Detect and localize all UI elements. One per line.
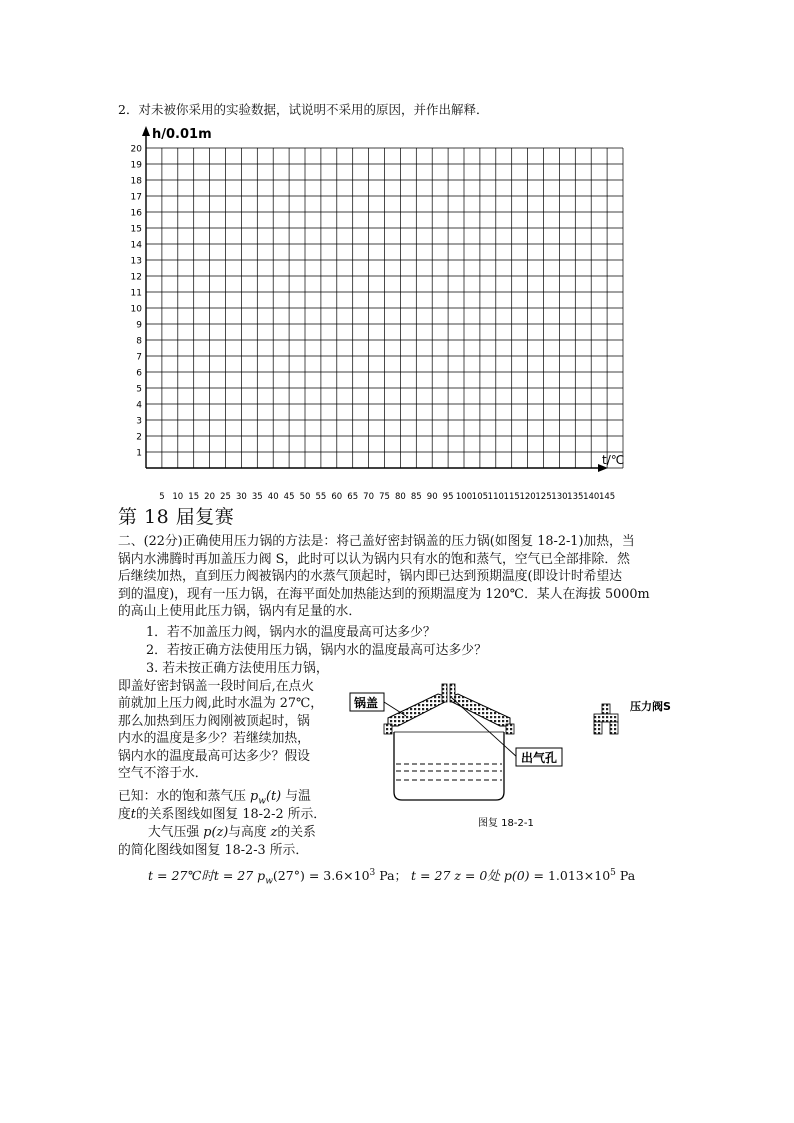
problem-line: 二、(22分)正确使用压力锅的方法是：将己盖好密封锅盖的压力锅(如图复 18-2-1)加热，当 xyxy=(118,534,635,549)
q3-line: 前就加上压力阀,此时水温为 27℃， xyxy=(118,696,324,711)
y-tick-label: 6 xyxy=(136,368,142,379)
x-tick-label: 115 xyxy=(503,492,520,502)
figure-caption: 图复 18-2-1 xyxy=(478,818,534,829)
symbol-p: p xyxy=(250,789,259,804)
known-text: 与高度 xyxy=(228,825,267,840)
x-tick-label: 70 xyxy=(363,492,375,502)
problem-line: 后继续加热，直到压力阀被锅内的水蒸气顶起时，锅内即已达到预期温度(即设计时希望达 xyxy=(118,569,623,584)
y-tick-labels xyxy=(131,145,143,459)
exponent: 3 xyxy=(369,868,376,878)
x-tick-labels xyxy=(159,492,615,502)
symbol-w: w xyxy=(265,876,273,887)
y-axis-label: h/0.01m xyxy=(152,127,212,142)
vent-label: 出气孔 xyxy=(521,751,558,765)
question-2-text: 2．对未被你采用的实验数据，试说明不采用的原因，并作出解释． xyxy=(118,102,489,117)
problem-line: 的高山上使用此压力锅，锅内有足量的水． xyxy=(118,604,362,619)
x-tick-label: 90 xyxy=(426,492,438,502)
x-tick-label: 5 xyxy=(159,492,165,502)
q3-line: 即盖好密封锅盖一段时间后,在点火 xyxy=(118,678,315,694)
y-tick-label: 19 xyxy=(130,160,142,171)
pot-body xyxy=(394,732,504,800)
symbol-z: z xyxy=(270,825,278,840)
y-tick-label: 12 xyxy=(130,272,142,283)
problem-line: 锅内水沸腾时再加盖压力阀 S，此时可以认为锅内只有水的饱和蒸气，空气已全部排除．然 xyxy=(118,551,630,567)
y-tick-label: 20 xyxy=(130,144,142,155)
x-tick-label: 140 xyxy=(583,492,600,502)
x-axis-label: t/℃ xyxy=(602,453,625,467)
x-tick-label: 50 xyxy=(299,492,311,502)
x-tick-label: 105 xyxy=(471,492,489,502)
x-tick-label: 110 xyxy=(487,492,504,502)
y-tick-label: 16 xyxy=(130,208,142,219)
y-tick-label: 8 xyxy=(136,336,142,347)
y-tick-label: 2 xyxy=(136,432,142,443)
x-tick-label: 135 xyxy=(567,492,584,502)
symbol-p0: p(0) xyxy=(503,868,530,884)
blank-graph xyxy=(116,118,636,502)
symbol-w: w xyxy=(258,796,266,807)
y-tick-label: 4 xyxy=(136,400,142,411)
known-text: 度 xyxy=(118,807,131,822)
x-tick-label: 80 xyxy=(394,492,406,502)
known-line-3 xyxy=(148,824,316,842)
symbol-p: p xyxy=(257,868,266,884)
y-tick-label: 5 xyxy=(136,384,142,395)
x-tick-label: 35 xyxy=(251,492,263,502)
x-tick-label: 40 xyxy=(267,492,279,502)
x-tick-label: 85 xyxy=(410,492,422,502)
pressure-valve-icon xyxy=(594,704,618,734)
exponent: 5 xyxy=(610,868,616,878)
y-tick-label: 15 xyxy=(130,224,142,235)
symbol-t: (t) xyxy=(265,789,282,804)
y-tick-label: 17 xyxy=(130,192,142,203)
formula-text: t = 27℃时t = 27 xyxy=(148,868,254,884)
problem-line: 到的温度)，现有一压力锅，在海平面处加热能达到的预期温度为 120℃．某人在海拔 5000m xyxy=(118,586,650,602)
section-heading: 第 18 届复赛 xyxy=(118,506,235,528)
vent-stem-right xyxy=(450,684,455,702)
y-tick-label: 1 xyxy=(136,448,142,459)
x-tick-label: 45 xyxy=(283,492,295,502)
y-tick-label: 13 xyxy=(130,256,142,267)
sub-question-2: 2．若按正确方法使用压力锅，锅内水的温度最高可达多少？ xyxy=(146,643,487,658)
x-tick-label: 100 xyxy=(455,492,473,502)
x-tick-label: 30 xyxy=(235,492,247,502)
x-tick-label: 125 xyxy=(535,492,552,502)
q3-line: 内水的温度是多少？若继续加热， xyxy=(118,731,310,746)
formula-text: (27°) xyxy=(272,868,305,884)
formula-text: Pa； xyxy=(379,868,408,884)
x-tick-label: 75 xyxy=(379,492,390,502)
y-tick-label: 18 xyxy=(130,176,142,187)
known-text: 大气压强 xyxy=(148,825,200,840)
x-tick-label: 130 xyxy=(551,492,568,502)
known-text: 与温 xyxy=(285,789,311,804)
x-tick-label: 10 xyxy=(172,492,184,502)
known-text: 已知：水的饱和蒸气压 xyxy=(118,789,246,804)
sub-question-1: 1．若不加盖压力阀，锅内水的温度最高可达多少？ xyxy=(146,625,436,640)
lid-label: 锅盖 xyxy=(354,696,379,710)
q3-line: 锅内水的温度最高可达多少？假设 xyxy=(118,748,310,764)
y-tick-label: 11 xyxy=(130,288,142,299)
formula-line xyxy=(148,865,635,891)
vent-stem-left xyxy=(442,684,447,702)
problem-paragraph xyxy=(118,533,650,621)
y-tick-label: 9 xyxy=(136,320,142,331)
y-tick-label: 14 xyxy=(130,240,142,251)
lid-leader-line xyxy=(384,702,406,716)
x-tick-label: 20 xyxy=(204,492,216,502)
pressure-cooker-figure xyxy=(350,680,670,830)
formula-text: = 1.013×10 xyxy=(533,868,611,884)
q3-line: 那么加热到压力阀刚被顶起时，锅 xyxy=(118,713,310,729)
x-tick-label: 65 xyxy=(347,492,359,502)
lid-right xyxy=(452,694,510,726)
x-tick-label: 95 xyxy=(442,492,454,502)
lid-rim-right xyxy=(506,724,514,734)
formula-text: = 3.6×10 xyxy=(308,868,370,884)
known-text: 的关系 xyxy=(277,825,316,840)
grid-lines xyxy=(146,148,623,468)
formula-text: Pa xyxy=(619,868,636,884)
x-tick-label: 120 xyxy=(519,492,536,502)
known-line-4: 的简化图线如图复 18-2-3 所示． xyxy=(118,843,309,858)
x-tick-label: 25 xyxy=(220,492,231,502)
y-tick-label: 3 xyxy=(136,416,142,427)
q3-line: 空气不溶于水． xyxy=(118,766,208,781)
y-tick-label: 7 xyxy=(136,352,142,363)
y-tick-label: 10 xyxy=(130,304,142,315)
lid-rim-left xyxy=(384,724,392,734)
known-text: 的关系图线如图复 18-2-2 所示． xyxy=(135,807,327,822)
symbol-pz: p(z) xyxy=(203,825,229,840)
x-tick-label: 145 xyxy=(598,492,616,502)
q3-line: 3. 若未按正确方法使用压力锅， xyxy=(146,661,329,676)
known-line-2 xyxy=(118,806,326,824)
x-tick-label: 15 xyxy=(188,492,200,502)
x-tick-label: 55 xyxy=(315,492,327,502)
sub-question-3 xyxy=(118,660,329,783)
formula-text: t = 27 z = 0处 xyxy=(411,868,500,884)
x-tick-label: 60 xyxy=(331,492,343,502)
symbol-t: t xyxy=(130,807,136,822)
valve-label: 压力阀S xyxy=(630,700,671,713)
